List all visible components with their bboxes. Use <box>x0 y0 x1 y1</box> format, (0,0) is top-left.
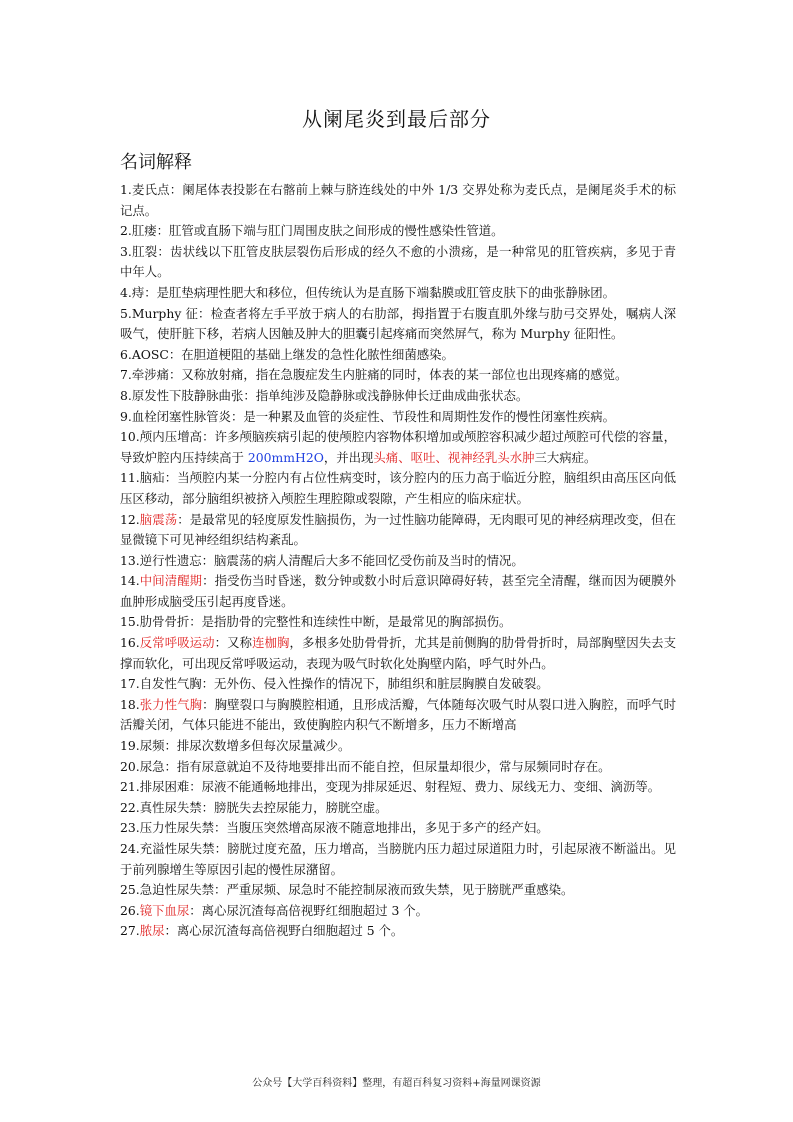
definition-text: 8.原发性下肢静脉曲张：指单纯涉及隐静脉或浅静脉伸长迂曲成曲张状态。 <box>120 387 529 403</box>
definition-item <box>120 242 676 283</box>
definition-item <box>120 880 676 901</box>
definition-text: ：指受伤当时昏迷，数分钟或数小时后意识障碍好转，甚至完全清醒，继而因为硬膜外血肿形成脑受压引起再度昏迷。 <box>120 573 677 609</box>
highlighted-term: 脓尿 <box>139 923 165 939</box>
page-title: 从阑尾炎到最后部分 <box>302 107 491 131</box>
definition-item <box>120 777 676 798</box>
definition-item <box>120 407 676 428</box>
definition-item <box>120 468 676 509</box>
definition-text: 18. <box>120 696 140 712</box>
definition-text: 三大病症。 <box>534 449 597 465</box>
definition-text: 10.颅内压增高：许多颅脑疾病引起的使颅腔内容物体积增加或颅腔容积减少超过颅腔可代偿的容量，导致炉腔内压持续高于 <box>120 429 676 465</box>
definition-text: ：胸壁裂口与胸膜腔相通，且形成活瓣，气体随每次吸气时从裂口进入胸腔，而呼气时活瓣关闭，气体只能进不能出，致使胸腔内积气不断增多，压力不断增高 <box>120 696 677 733</box>
definition-item <box>120 757 676 778</box>
highlighted-term: 反常呼吸运动 <box>139 635 215 651</box>
definition-item <box>120 736 676 757</box>
definition-item <box>120 551 676 572</box>
definition-item <box>120 386 676 407</box>
definition-text: 22.真性尿失禁：膀胱失去控尿能力，膀胱空虚。 <box>120 799 388 815</box>
definition-text: ：是最常见的轻度原发性脑损伤，为一过性脑功能障碍，无肉眼可见的神经病理改变，但在显微镜下可见神经组织结构紊乱。 <box>120 511 677 548</box>
definition-item <box>120 221 676 242</box>
definition-text: ：离心尿沉渣每高倍视野红细胞超过 3 个。 <box>189 902 429 918</box>
definition-item <box>120 674 676 695</box>
definition-text: 21.排尿困难：尿液不能通畅地排出，变现为排尿延迟、射程短、费力、尿线无力、变细、滴沥等。 <box>120 779 661 795</box>
definition-text: ，多根多处肋骨骨折，尤其是前侧胸的肋骨骨折时，局部胸壁因失去支撑而软化，可出现反常呼吸运动，表现为吸气时软化处胸壁内陷，呼气时外凸。 <box>120 635 677 671</box>
definition-text: 19.尿频：排尿次数增多但每次尿量减少。 <box>120 738 351 754</box>
definition-item <box>120 510 676 551</box>
definition-text: 2.肛瘘：肛管或直肠下端与肛门周围皮肤之间形成的慢性感染性管道。 <box>120 223 504 239</box>
definition-text: 27. <box>120 923 140 939</box>
definition-text: 20.尿急：指有尿意就迫不及待地要排出而不能自控，但尿量却很少，常与尿频同时存在。 <box>120 758 611 774</box>
definition-list <box>120 180 676 942</box>
definition-text: 17.自发性气胸：无外伤、侵入性操作的情况下，肺组织和脏层胸膜自发破裂。 <box>120 676 549 692</box>
section-heading: 名词解释 <box>120 152 192 173</box>
definition-text: 11.脑疝：当颅腔内某一分腔内有占位性病变时，该分腔内的压力高于临近分腔，脑组织由高压区向低压区移动，部分脑组织被挤入颅腔生理腔隙或裂隙，产生相应的临床症状。 <box>120 470 676 506</box>
definition-text: 26. <box>120 902 140 918</box>
definition-text: 15.肋骨骨折：是指肋骨的完整性和连续性中断，是最常见的胸部损伤。 <box>120 614 512 630</box>
definition-item <box>120 633 676 674</box>
highlighted-term: 脑震荡 <box>139 511 178 527</box>
definition-item <box>120 612 676 633</box>
definition-text: 6.AOSC：在胆道梗阻的基础上继发的急性化脓性细菌感染。 <box>120 346 454 362</box>
definition-item <box>120 798 676 819</box>
definition-text: 16. <box>120 635 140 651</box>
definition-text: 25.急迫性尿失禁：严重尿频、尿急时不能控制尿液而致失禁，见于膀胱严重感染。 <box>120 882 574 898</box>
definition-item <box>120 427 676 468</box>
highlighted-term: 连枷胸 <box>252 635 290 651</box>
highlighted-term: 中间清醒期 <box>139 573 203 589</box>
definition-text: 23.压力性尿失禁：当腹压突然增高尿液不随意地排出，多见于多产的经产妇。 <box>120 820 549 836</box>
definition-text: 24.充溢性尿失禁：膀胱过度充盈，压力增高，当膀胱内压力超过尿道阻力时，引起尿液不断溢出。见于前列腺增生等原因引起的慢性尿潴留。 <box>120 841 676 877</box>
highlighted-term: 200mmH2O <box>247 449 324 465</box>
definition-text: 7.牵涉痛：又称放射痛，指在急腹症发生内脏痛的同时，体表的某一部位也出现疼痛的感觉。 <box>120 367 628 383</box>
definition-text: 9.血栓闭塞性脉管炎：是一种累及血管的炎症性、节段性和周期性发作的慢性闭塞性疾病。 <box>120 408 616 424</box>
highlighted-term: 头痛、呕吐、视神经乳头水肿 <box>373 449 535 465</box>
definition-item <box>120 901 676 922</box>
definition-item <box>120 921 676 942</box>
definition-item <box>120 283 676 304</box>
definition-item <box>120 345 676 366</box>
definition-item <box>120 839 676 880</box>
definition-item <box>120 571 676 612</box>
definition-text: 12. <box>120 511 140 527</box>
definition-text: ，并出现 <box>323 449 374 465</box>
definition-text: 13.逆行性遗忘：脑震荡的病人清醒后大多不能回忆受伤前及当时的情况。 <box>120 552 524 568</box>
definition-text: 14. <box>120 573 140 589</box>
definition-text: 3.肛裂：齿状线以下肛管皮肤层裂伤后形成的经久不愈的小溃疡，是一种常见的肛管疾病，多见于青中年人。 <box>120 243 676 280</box>
definition-text: 1.麦氏点：阑尾体表投影在右髂前上棘与脐连线处的中外 1/3 交界处称为麦氏点，是阑尾炎手术的标记点。 <box>120 182 676 218</box>
definition-text: 5.Murphy 征：检查者将左手平放于病人的右肋部，拇指置于右腹直肌外缘与肋弓交界处，嘱病人深吸气，使肝脏下移，若病人因触及肿大的胆囊引起疼痛而突然屏气，称为 Murphy 征阳性。 <box>120 305 676 342</box>
highlighted-term: 张力性气胸 <box>139 696 203 712</box>
footer-note: 公众号【大学百科资料】整理，有超百科复习资料+海量网课资源 <box>252 1078 541 1089</box>
highlighted-term: 镜下血尿 <box>139 902 190 918</box>
definition-item <box>120 304 676 345</box>
definition-item <box>120 365 676 386</box>
definition-item <box>120 818 676 839</box>
definition-text: ：离心尿沉渣每高倍视野白细胞超过 5 个。 <box>164 923 404 939</box>
definition-item <box>120 180 676 221</box>
definition-text: ：又称 <box>214 635 253 651</box>
definition-text: 4.痔：是肛垫病理性肥大和移位，但传统认为是直肠下端黏膜或肛管皮肤下的曲张静脉团。 <box>120 284 616 300</box>
definition-item <box>120 695 676 736</box>
